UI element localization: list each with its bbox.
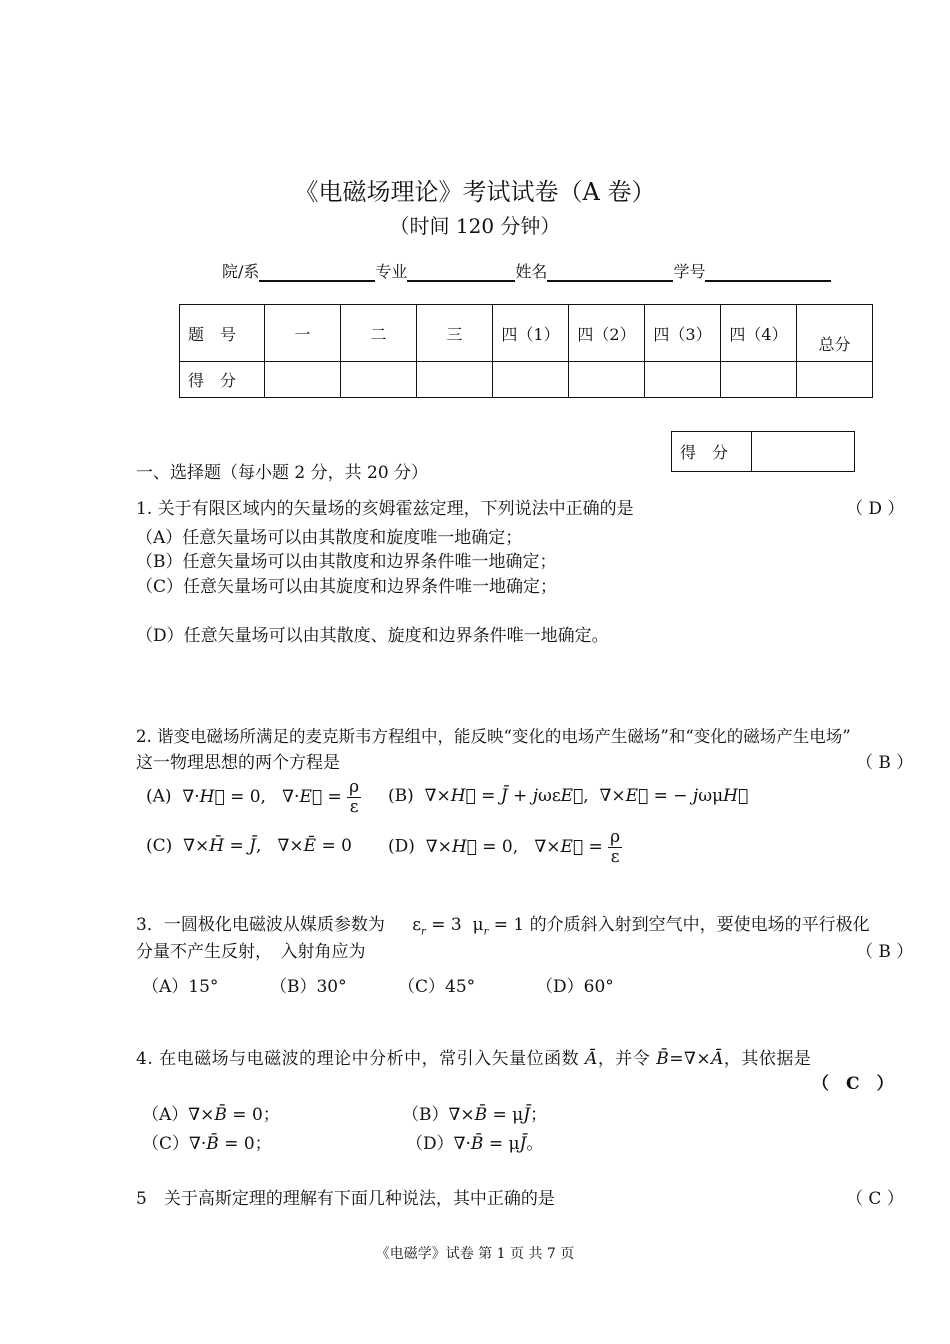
score-header-cell: 三 <box>417 305 493 362</box>
dept-blank[interactable] <box>259 264 375 282</box>
section-score-label: 得 分 <box>672 432 752 472</box>
section-heading: 一、选择题（每小题 2 分，共 20 分） <box>136 463 429 483</box>
q4-stem-part3: ，其依据是 <box>723 1049 812 1069</box>
q2-stem-line2: 这一物理思想的两个方程是 <box>136 753 340 773</box>
score-table-header-row <box>180 305 873 362</box>
score-cell[interactable] <box>797 362 873 398</box>
score-cell[interactable] <box>341 362 417 398</box>
major-label: 专业 <box>375 262 408 281</box>
q1-option-d: （D）任意矢量场可以由其散度、旋度和边界条件唯一地确定。 <box>136 626 609 646</box>
score-cell[interactable] <box>417 362 493 398</box>
q3-stem-line1 <box>136 910 870 937</box>
formula: ∇×B̄ = 0； <box>188 1105 280 1125</box>
dept-label: 院/系 <box>222 262 260 281</box>
q3-stem-line2: 分量不产生反射， 入射角应为 <box>136 942 366 962</box>
score-cell[interactable] <box>721 362 797 398</box>
score-header-cell: 一 <box>265 305 341 362</box>
q3-answer: （ B ） <box>856 942 914 962</box>
q4-answer: （ C ） <box>812 1074 894 1094</box>
score-header-cell: 四（2） <box>569 305 645 362</box>
q2-answer: （ B ） <box>856 753 914 773</box>
q3-stem-part1: 3．一圆极化电磁波从媒质参数为 <box>136 915 385 935</box>
q1-option-b: （B）任意矢量场可以由其散度和边界条件唯一地确定； <box>136 552 557 572</box>
formula: $\varepsilon_r = 3$ $\mu_r = 1$ <box>412 915 525 938</box>
score-header-cell: 四（3） <box>645 305 721 362</box>
q1-answer: （ D ） <box>846 499 905 519</box>
formula: ∇×B̄ = μJ̄； <box>448 1105 548 1125</box>
exam-duration: （时间 120 分钟） <box>389 214 561 238</box>
score-header-cell: 四（4） <box>721 305 797 362</box>
option-label: （D） <box>406 1134 454 1154</box>
option-label: （B） <box>402 1105 449 1125</box>
score-header-cell: 四（1） <box>493 305 569 362</box>
section-score-box <box>671 431 855 472</box>
q3-option-b: （B）30° <box>270 977 347 997</box>
q1-option-a: （A）任意矢量场可以由其散度和旋度唯一地确定； <box>136 528 523 548</box>
formula: ∇×H⃗ = J̄ + jωεE⃗, ∇×E⃗ = − jωμH⃗ <box>419 786 749 806</box>
q4-option-a <box>142 1100 280 1125</box>
score-cell[interactable] <box>569 362 645 398</box>
formula: ∇·B̄ = 0； <box>189 1134 272 1154</box>
formula: B̄=∇×Ā <box>656 1049 724 1069</box>
score-cell[interactable] <box>493 362 569 398</box>
score-header-cell: 题 号 <box>180 305 265 362</box>
q1-stem: 1. 关于有限区域内的矢量场的亥姆霍兹定理，下列说法中正确的是 <box>136 499 634 519</box>
score-table <box>179 304 873 398</box>
q2-option-d <box>388 828 622 866</box>
option-label: （C） <box>142 1134 190 1154</box>
q4-stem-part2: ，并令 <box>597 1049 651 1069</box>
q1-option-c: （C）任意矢量场可以由其旋度和边界条件唯一地确定； <box>136 577 558 597</box>
q3-option-d: （D）60° <box>536 977 614 997</box>
score-header-cell: 总分 <box>797 305 873 362</box>
q3-option-c: （C）45° <box>398 977 476 997</box>
q4-stem-line1 <box>136 1044 811 1069</box>
option-label: (D) <box>388 836 415 857</box>
formula: ∇·B̄ = μJ̄。 <box>453 1134 544 1154</box>
section-score-cell[interactable] <box>752 432 855 472</box>
q3-option-a: （A）15° <box>142 977 219 997</box>
score-table-score-row <box>180 362 873 398</box>
score-header-cell: 二 <box>341 305 417 362</box>
q5-answer: （ C ） <box>846 1189 904 1209</box>
option-label: (B) <box>388 786 414 806</box>
q4-option-b <box>402 1100 547 1125</box>
page-footer: 《电磁学》试卷 第 1 页 共 7 页 <box>375 1246 575 1262</box>
q4-stem-part1: 4. 在电磁场与电磁波的理论中分析中，常引入矢量位函数 <box>136 1049 580 1069</box>
score-cell[interactable] <box>265 362 341 398</box>
name-label: 姓名 <box>515 262 548 281</box>
exam-title: 《电磁场理论》考试试卷（A 卷） <box>294 178 656 206</box>
q2-option-b <box>388 786 748 806</box>
formula: ∇×H⃗ = 0, ∇×E⃗ = $\frac{\rho}{\varepsilon}$ <box>420 827 621 867</box>
option-label: (A) <box>146 786 172 807</box>
major-blank[interactable] <box>407 264 515 282</box>
q4-option-d <box>406 1129 543 1154</box>
option-label: (C) <box>146 836 173 856</box>
student-info-line <box>222 259 831 282</box>
q3-stem-part2: 的介质斜入射到空气中，要使电场的平行极化 <box>529 915 870 935</box>
name-blank[interactable] <box>547 264 673 282</box>
formula: Ā <box>585 1049 598 1069</box>
formula: ∇×H̄ = J̄, ∇×Ē = 0 <box>177 836 352 856</box>
id-label: 学号 <box>673 262 706 281</box>
score-row-label: 得 分 <box>180 362 265 398</box>
q2-stem-line1: 2. 谐变电磁场所满足的麦克斯韦方程组中，能反映“变化的电场产生磁场”和“变化的磁场产生电场” <box>136 727 851 746</box>
score-cell[interactable] <box>645 362 721 398</box>
q4-option-c <box>142 1129 272 1154</box>
option-label: （A） <box>142 1105 189 1125</box>
q2-option-a <box>146 778 361 816</box>
id-blank[interactable] <box>705 264 831 282</box>
q5-stem: 5 关于高斯定理的理解有下面几种说法，其中正确的是 <box>136 1189 555 1209</box>
q2-option-c <box>146 836 352 856</box>
formula: ∇·H⃗ = 0, ∇·E⃗ = $\frac{\rho}{\varepsilon}$ <box>176 777 360 817</box>
